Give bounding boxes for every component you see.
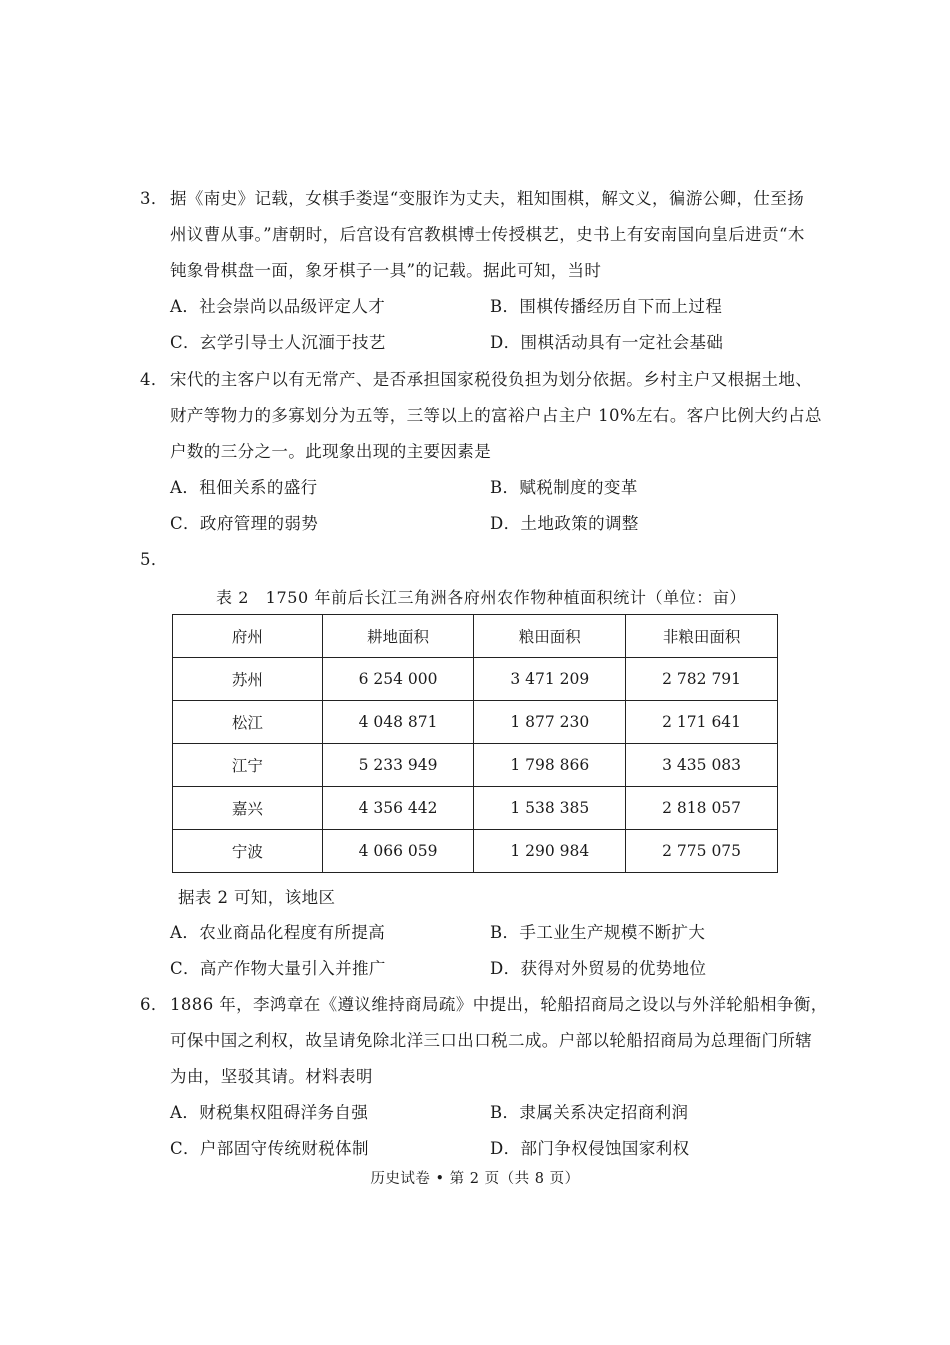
table-header-cell: 非粮田面积 [626,615,778,658]
question-text-line: 宋代的主客户以有无常产、是否承担国家税役负担为划分依据。乡村主户又根据土地、 [170,370,813,389]
table-cell: 4 066 059 [322,830,474,873]
question-text-line: 财产等物力的多寡划分为五等，三等以上的富裕户占主户 10%左右。客户比例大约占总 [170,406,822,425]
table-cell: 3 435 083 [626,744,778,787]
question-number: 4． [140,370,168,389]
question-number: 3． [140,189,168,208]
table-cell: 苏州 [173,658,323,701]
table-cell: 4 048 871 [322,701,474,744]
question-text-line: 据《南史》记载，女棋手娄逞“变服诈为丈夫，粗知围棋，解文义，徧游公卿，仕至扬 [170,189,805,208]
table-cell: 松江 [173,701,323,744]
table-cell: 4 356 442 [322,787,474,830]
option-a: A．农业商品化程度有所提高 [170,923,386,942]
question-text-line: 可保中国之利权，故呈请免除北洋三口出口税二成。户部以轮船招商局为总理衙门所辖 [170,1031,813,1050]
table-row [173,830,778,873]
table-caption: 表 2 1750 年前后长江三角洲各府州农作物种植面积统计（单位：亩） [216,588,747,607]
table-cell: 2 782 791 [626,658,778,701]
table-cell: 2 171 641 [626,701,778,744]
option-c: C．高产作物大量引入并推广 [170,959,386,978]
data-table [172,614,778,873]
table-cell: 6 254 000 [322,658,474,701]
table-row [173,744,778,787]
table-cell: 1 290 984 [474,830,626,873]
option-b: B．围棋传播经历自下而上过程 [490,297,723,316]
table-header-cell: 耕地面积 [322,615,474,658]
question-number: 6． [140,995,168,1014]
table-row [173,658,778,701]
page-footer: 历史试卷 • 第 2 页（共 8 页） [370,1171,580,1187]
table-cell: 5 233 949 [322,744,474,787]
option-c: C．政府管理的弱势 [170,514,319,533]
option-d: D．围棋活动具有一定社会基础 [490,333,724,352]
option-a: A．财税集权阻碍洋务自强 [170,1103,369,1122]
table-cell: 3 471 209 [474,658,626,701]
table-row [173,787,778,830]
table-cell: 2 775 075 [626,830,778,873]
question-text-line: 户数的三分之一。此现象出现的主要因素是 [170,442,492,461]
question-text-line: 为由，坚驳其请。材料表明 [170,1067,373,1086]
question-number: 5． [140,550,168,569]
option-c: C．户部固守传统财税体制 [170,1139,369,1158]
option-d: D．部门争权侵蚀国家利权 [490,1139,690,1158]
question-stem: 据表 2 可知，该地区 [178,888,336,907]
table-header-cell: 府州 [173,615,323,658]
table-row [173,701,778,744]
table-cell: 2 818 057 [626,787,778,830]
option-b: B．手工业生产规模不断扩大 [490,923,706,942]
option-a: A．社会崇尚以品级评定人才 [170,297,386,316]
table-cell: 1 538 385 [474,787,626,830]
option-b: B．隶属关系决定招商利润 [490,1103,689,1122]
table-cell: 江宁 [173,744,323,787]
option-b: B．赋税制度的变革 [490,478,638,497]
question-text-line: 钝象骨棋盘一面，象牙棋子一具”的记载。据此可知，当时 [170,261,602,280]
table-header-row [173,615,778,658]
table-cell: 嘉兴 [173,787,323,830]
question-text-line: 州议曹从事。”唐朝时，后宫设有宫教棋博士传授棋艺，史书上有安南国向皇后进贡“木 [170,225,805,244]
table-header-cell: 粮田面积 [474,615,626,658]
option-a: A．租佃关系的盛行 [170,478,318,497]
question-text-line: 1886 年，李鸿章在《遵议维持商局疏》中提出，轮船招商局之设以与外洋轮船相争衡， [170,995,828,1014]
table-cell: 1 877 230 [474,701,626,744]
option-c: C．玄学引导士人沉湎于技艺 [170,333,386,352]
table-cell: 1 798 866 [474,744,626,787]
option-d: D．获得对外贸易的优势地位 [490,959,707,978]
option-d: D．土地政策的调整 [490,514,639,533]
table-cell: 宁波 [173,830,323,873]
